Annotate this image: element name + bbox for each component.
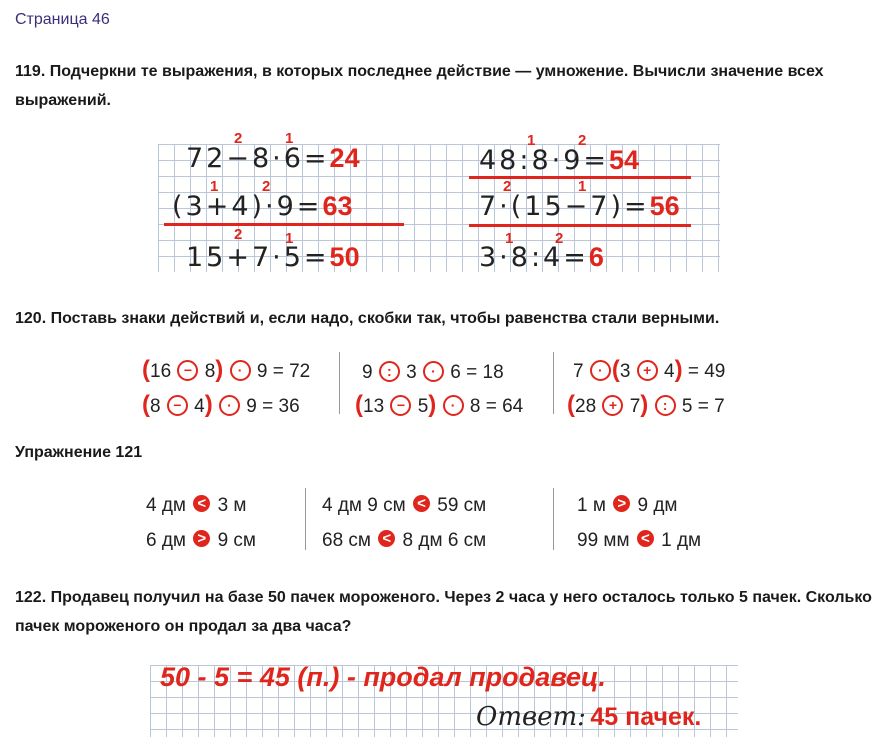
equation-row	[567, 393, 725, 418]
expression-row	[479, 242, 604, 273]
expression-answer: 56	[649, 191, 680, 221]
order-number: 2	[578, 132, 587, 149]
expression: 3·8:4=	[479, 242, 589, 273]
expression-answer: 24	[329, 143, 360, 173]
red-parenthesis: )	[428, 391, 437, 418]
expression: 72−8·6=	[186, 143, 330, 174]
operand: 8	[150, 396, 161, 417]
solution-line: 50 - 5 = 45 (п.) - продал продавец.	[160, 662, 606, 692]
underline-mark	[469, 224, 691, 227]
task-119-left-column	[172, 130, 422, 275]
comparison-row	[322, 495, 486, 517]
equation-row	[142, 358, 310, 383]
underline-mark	[164, 223, 404, 226]
order-number: 2	[555, 230, 564, 247]
operand: 28	[575, 396, 597, 417]
operand: 5 = 7	[681, 396, 725, 417]
operation-sign: :	[379, 361, 400, 382]
comparison-sign: <	[193, 495, 210, 512]
comparison-sign: <	[413, 495, 430, 512]
expression-row	[172, 191, 352, 222]
operation-sign: ·	[230, 360, 251, 381]
answer-label: Ответ:	[476, 702, 586, 732]
comparison-sign: <	[637, 530, 654, 547]
expression: (3+4)·9=	[172, 191, 323, 222]
comparison-left: 4 дм 9 см	[322, 495, 406, 516]
comparison-left: 4 дм	[146, 495, 186, 516]
equation-row	[573, 358, 725, 383]
red-parenthesis: (	[142, 391, 150, 418]
operand: 9 = 36	[246, 396, 300, 417]
column-divider	[553, 488, 554, 550]
expression-row	[479, 191, 680, 222]
order-number: 1	[527, 132, 536, 149]
task-119-text: 119. Подчеркни те выражения, в которых последнее действие — умножение. Вычисли значение всех выражений.	[15, 63, 824, 109]
expression-row	[479, 145, 639, 176]
equation-row	[362, 361, 504, 384]
column-divider	[339, 352, 340, 414]
red-parenthesis: )	[640, 391, 649, 418]
expression-answer: 54	[609, 145, 640, 175]
expression: 48:8·9=	[479, 145, 610, 176]
exercise-121-title: Упражнение 121	[15, 444, 143, 461]
comparison-left: 99 мм	[577, 530, 630, 551]
red-parenthesis: )	[215, 356, 224, 383]
comparison-right: 1 дм	[661, 530, 702, 551]
comparison-sign: >	[193, 530, 210, 547]
operation-sign: :	[655, 395, 676, 416]
expression-answer: 6	[588, 242, 604, 272]
expression-row	[186, 242, 360, 273]
comparison-row	[146, 530, 256, 552]
operand: 3	[619, 361, 631, 382]
equation-row	[355, 393, 523, 418]
comparison-right: 9 см	[217, 530, 256, 551]
operand: 8 = 64	[469, 396, 524, 417]
operand: 9	[362, 362, 373, 383]
operand: 6 = 18	[450, 362, 504, 383]
comparison-row	[322, 530, 486, 552]
comparison-row	[577, 495, 677, 517]
comparison-right: 59 см	[437, 495, 487, 516]
task-120-text: 120. Поставь знаки действий и, если надо, скобки так, чтобы равенства стали верными.	[15, 310, 720, 327]
expression-answer: 50	[329, 242, 360, 272]
column-divider	[553, 352, 554, 414]
operand: 16	[150, 361, 172, 382]
order-number: 1	[285, 230, 294, 247]
operand: 4	[194, 396, 205, 417]
operation-sign: +	[637, 360, 658, 381]
task-119-right-column	[475, 132, 715, 275]
expression: 15+7·5=	[186, 242, 330, 273]
comparison-left: 68 см	[322, 530, 371, 551]
order-number: 2	[234, 226, 243, 243]
red-parenthesis: )	[674, 356, 683, 383]
operation-sign: ·	[219, 395, 240, 416]
operand: 5	[417, 396, 429, 417]
red-parenthesis: (	[355, 391, 363, 418]
expression-row	[186, 143, 360, 174]
red-parenthesis: (	[611, 356, 620, 383]
comparison-right: 3 м	[217, 495, 247, 516]
operation-sign: −	[390, 395, 411, 416]
order-number: 1	[578, 178, 587, 195]
operation-sign: ·	[590, 360, 611, 381]
order-number: 2	[262, 178, 271, 195]
operand: 9 = 72	[256, 361, 311, 382]
order-number: 2	[234, 130, 243, 147]
operand: 8	[204, 361, 216, 382]
page-number: Страница 46	[15, 11, 110, 28]
comparison-sign: >	[613, 495, 630, 512]
expression: 7·(15−7)=	[479, 191, 650, 222]
operation-sign: −	[177, 360, 198, 381]
column-divider	[305, 488, 306, 550]
operation-sign: ·	[423, 361, 444, 382]
expression-answer: 63	[322, 191, 353, 221]
operand: 13	[363, 396, 385, 417]
operation-sign: ·	[443, 395, 464, 416]
operand: 7	[573, 361, 584, 382]
operand: 3	[406, 362, 417, 383]
equation-row	[142, 393, 300, 418]
task-122-text: 122. Продавец получил на базе 50 пачек мороженого. Через 2 часа у него осталось только 5 пачек. Сколько пачек мороженого он продал за два часа?	[15, 589, 872, 635]
operand: 7	[629, 396, 641, 417]
comparison-sign: <	[378, 530, 395, 547]
red-parenthesis: )	[204, 391, 213, 418]
answer-line	[476, 702, 701, 732]
operand: 4	[664, 361, 675, 382]
order-number: 1	[210, 178, 219, 195]
operand: = 49	[687, 361, 726, 382]
operation-sign: −	[167, 395, 188, 416]
answer-value: 45 пачек.	[590, 703, 702, 731]
comparison-left: 6 дм	[146, 530, 186, 551]
order-number: 1	[285, 130, 294, 147]
comparison-right: 8 дм 6 см	[402, 530, 487, 551]
order-number: 2	[503, 178, 512, 195]
comparison-left: 1 м	[577, 495, 606, 516]
red-parenthesis: (	[567, 391, 575, 418]
order-number: 1	[505, 230, 514, 247]
red-parenthesis: (	[142, 356, 150, 383]
operation-sign: +	[602, 395, 623, 416]
comparison-row	[146, 495, 246, 517]
comparison-right: 9 дм	[637, 495, 678, 516]
comparison-row	[577, 530, 701, 552]
